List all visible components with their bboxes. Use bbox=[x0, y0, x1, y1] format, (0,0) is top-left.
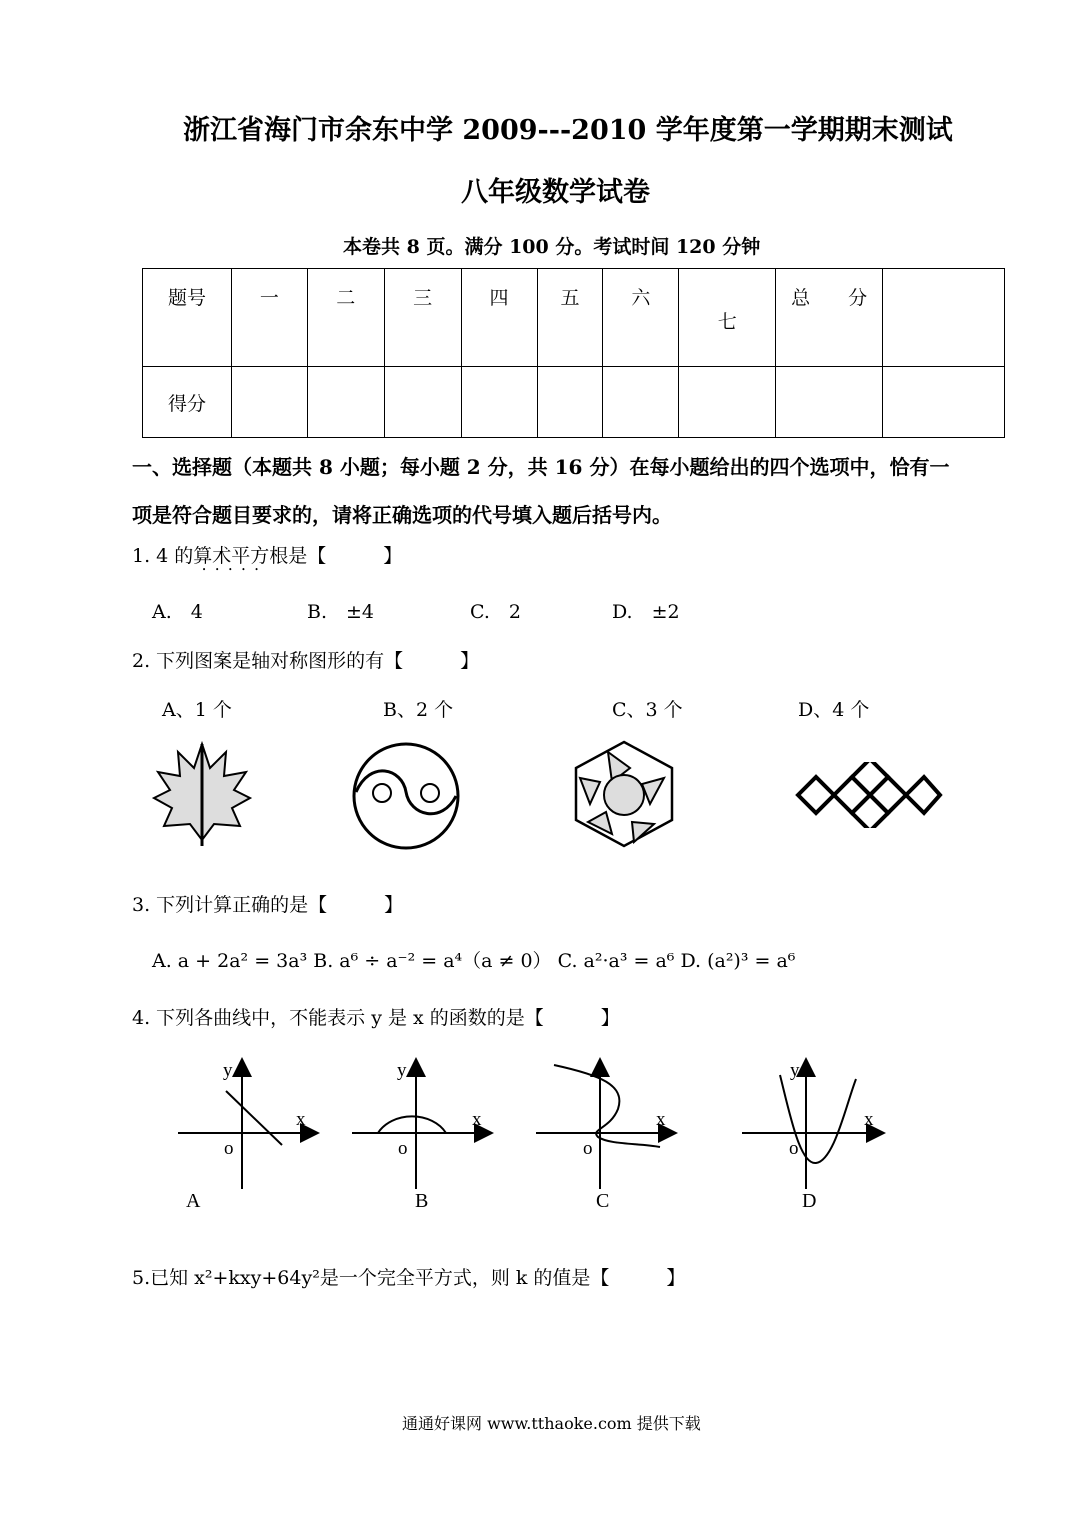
q2-option-d: D、4 个 bbox=[798, 699, 870, 721]
axis-label: x bbox=[656, 1109, 666, 1130]
exam-title: 浙江省海门市余东中学 2009---2010 学年度第一学期期末测试 bbox=[183, 115, 953, 146]
score-header-cell: 总 分 bbox=[776, 269, 883, 367]
q1-option-d: D. ±2 bbox=[612, 601, 680, 623]
score-input-cell[interactable] bbox=[384, 367, 461, 438]
exam-info: 本卷共 8 页。满分 100 分。考试时间 120 分钟 bbox=[343, 236, 761, 258]
hexagon-figure bbox=[568, 738, 680, 850]
knot-pattern-figure bbox=[794, 762, 944, 828]
function-graphs bbox=[170, 1055, 890, 1215]
score-row-label: 得分 bbox=[143, 367, 232, 438]
origin-label: o bbox=[583, 1138, 593, 1159]
graph-d bbox=[742, 1061, 882, 1189]
yin-yang-figure bbox=[350, 740, 462, 852]
graph-label: D bbox=[802, 1190, 817, 1212]
q2-option-c: C、3 个 bbox=[612, 699, 683, 721]
question-5-stem: 5.已知 x²+kxy+64y²是一个完全平方式，则 k 的值是【 】 bbox=[132, 1267, 686, 1289]
score-table bbox=[142, 268, 1005, 438]
score-header-cell: 四 bbox=[461, 269, 537, 367]
graph-label: B bbox=[415, 1190, 429, 1212]
score-header-cell: 五 bbox=[537, 269, 603, 367]
section-heading: 一、选择题（本题共 8 小题；每小题 2 分，共 16 分）在每小题给出的四个选项中，恰有一 bbox=[132, 455, 950, 479]
score-input-cell[interactable] bbox=[461, 367, 537, 438]
score-input-cell[interactable] bbox=[231, 367, 307, 438]
graph-c bbox=[536, 1061, 674, 1189]
axis-label: x bbox=[296, 1109, 306, 1130]
q2-option-b: B、2 个 bbox=[383, 699, 454, 721]
section-heading-cont: 项是符合题目要求的，请将正确选项的代号填入题后括号内。 bbox=[132, 503, 672, 527]
axis-label: x bbox=[864, 1109, 874, 1130]
q2-option-a: A、1 个 bbox=[162, 699, 232, 721]
score-input-cell[interactable] bbox=[603, 367, 679, 438]
question-3-stem: 3. 下列计算正确的是【 】 bbox=[132, 894, 404, 916]
score-header-cell: 三 bbox=[384, 269, 461, 367]
axis-label: y bbox=[223, 1060, 233, 1081]
score-header-cell bbox=[883, 269, 1005, 367]
score-header-cell: 题号 bbox=[143, 269, 232, 367]
q1-option-a: A. 4 bbox=[152, 601, 203, 623]
graph-label: C bbox=[596, 1190, 610, 1212]
question-1-stem: 1. 4 的算术平方根是【 】 bbox=[132, 545, 403, 567]
score-input-cell[interactable] bbox=[679, 367, 776, 438]
score-input-cell[interactable] bbox=[307, 367, 384, 438]
question-2-stem: 2. 下列图案是轴对称图形的有【 】 bbox=[132, 650, 480, 672]
score-header-cell: 二 bbox=[307, 269, 384, 367]
exam-subtitle: 八年级数学试卷 bbox=[461, 177, 650, 208]
origin-label: o bbox=[398, 1138, 408, 1159]
footer-text: 通通好课网 www.tthaoke.com 提供下载 bbox=[402, 1414, 701, 1433]
score-input-cell[interactable] bbox=[537, 367, 603, 438]
score-header-cell: 七 bbox=[679, 269, 776, 367]
q1-option-c: C. 2 bbox=[470, 601, 521, 623]
graph-label: A bbox=[186, 1190, 201, 1212]
score-input-cell[interactable] bbox=[883, 367, 1005, 438]
q1-option-b: B. ±4 bbox=[307, 601, 375, 623]
maple-leaf-figure bbox=[150, 740, 254, 848]
origin-label: o bbox=[789, 1138, 799, 1159]
q3-options: A. a + 2a² = 3a³ B. a⁶ ÷ a⁻² = a⁴（a ≠ 0） C. a²·a³ = a⁶ D. (a²)³ = a⁶ bbox=[152, 950, 796, 972]
origin-label: o bbox=[224, 1138, 234, 1159]
score-header-cell: 六 bbox=[603, 269, 679, 367]
emphasis-dots: ••••• bbox=[202, 566, 268, 574]
axis-label: y bbox=[397, 1060, 407, 1081]
question-4-stem: 4. 下列各曲线中，不能表示 y 是 x 的函数的是【 】 bbox=[132, 1007, 620, 1029]
axis-label: y bbox=[790, 1060, 800, 1081]
axis-label: x bbox=[472, 1109, 482, 1130]
graph-b bbox=[352, 1061, 490, 1189]
score-input-cell[interactable] bbox=[776, 367, 883, 438]
score-header-cell: 一 bbox=[231, 269, 307, 367]
